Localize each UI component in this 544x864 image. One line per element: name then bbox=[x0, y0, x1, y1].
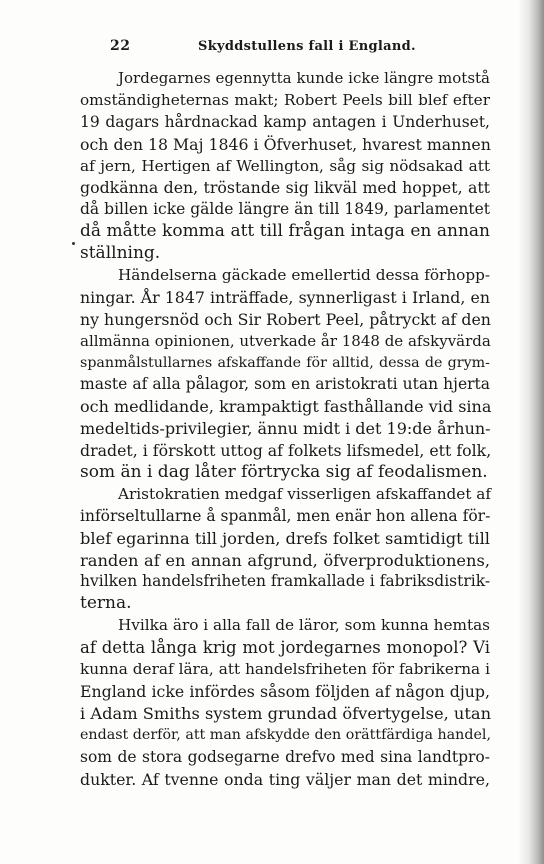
text-line: blef egarinna till jorden, drefs folket samtidigt till bbox=[80, 528, 490, 548]
paragraph bbox=[80, 68, 490, 265]
text-line: 19 dagars hårdnackad kamp antagen i Underhuset, bbox=[80, 112, 490, 131]
page-header bbox=[0, 38, 544, 58]
page-gutter-shadow bbox=[518, 0, 544, 864]
margin-ink-dot bbox=[72, 242, 75, 245]
text-line: dradet, i förskott uttog af folkets lifsmedel, ett folk, bbox=[80, 441, 492, 461]
text-line: i Adam Smiths system grundad öfvertygelse, utan bbox=[80, 703, 492, 723]
running-title: Skyddstullens fall i England. bbox=[198, 39, 416, 54]
text-line: och den 18 Maj 1846 i Öfverhuset, hvarest mannen bbox=[80, 134, 491, 154]
text-line: som än i dag låter förtrycka sig af feodalismen. bbox=[80, 462, 488, 483]
paragraph bbox=[80, 484, 490, 615]
text-line: och medlidande, krampaktigt fasthållande vid sina bbox=[80, 397, 492, 417]
text-line: ställning. bbox=[80, 243, 161, 264]
text-line: spanmålstullarnes afskaffande för alltid, dessa de grym- bbox=[80, 354, 490, 371]
text-line: maste af alla pålagor, som en aristokrati utan hjerta bbox=[80, 375, 490, 394]
text-line: hvilken handelsfriheten framkallade i fabriksdistrik- bbox=[80, 572, 491, 591]
text-line: kunna deraf lära, att handelsfriheten för fabrikerna i bbox=[80, 660, 490, 679]
text-line: ningar. År 1847 inträffade, synnerligast i Irland, en bbox=[80, 287, 490, 307]
text-line: randen af en annan afgrund, öfverproduktionens, bbox=[80, 550, 490, 570]
text-line: införseltullarne å spanmål, men enär hon allena för- bbox=[80, 506, 491, 525]
text-line: Hvilka äro i alla fall de läror, som kunna hemtas bbox=[118, 616, 490, 635]
text-line: af detta långa krig mot jordegarnes monopol? Vi bbox=[80, 638, 490, 658]
text-line: ny hungersnöd och Sir Robert Peel, påtryckt af den bbox=[80, 309, 491, 329]
text-line: terna. bbox=[80, 593, 132, 614]
text-line: Aristokratien medgaf visserligen afskaffandet af bbox=[118, 484, 492, 503]
text-line: af jern, Hertigen af Wellington, såg sig nödsakad att bbox=[80, 156, 490, 175]
text-line: allmänna opinionen, utverkade år 1848 de afskyvärda bbox=[80, 331, 491, 350]
text-line: som de stora godsegarne drefvo med sina landtpro- bbox=[80, 747, 490, 766]
text-line: England icke infördes såsom följden af någon djup, bbox=[80, 681, 490, 701]
text-line: medeltids-privilegier, ännu midt i det 19:de århun- bbox=[80, 419, 491, 439]
text-line: omständigheternas makt; Robert Peels bill blef efter bbox=[80, 90, 490, 109]
body-text bbox=[80, 68, 490, 790]
text-line: endast derför, att man afskydde den orättfärdiga handel, bbox=[80, 726, 491, 743]
paragraph bbox=[80, 265, 490, 484]
text-line: Händelserna gäckade emellertid dessa förhopp- bbox=[118, 266, 490, 285]
text-line: då billen icke gälde längre än till 1849, parlamentet bbox=[80, 200, 490, 219]
text-line: godkänna den, tröstande sig likväl med hoppet, att bbox=[80, 178, 490, 198]
paragraph bbox=[80, 615, 490, 790]
page-number: 22 bbox=[110, 38, 131, 54]
text-line: då måtte komma att till frågan intaga en annan bbox=[80, 221, 490, 242]
text-line: Jordegarnes egennytta kunde icke längre motstå bbox=[118, 69, 490, 87]
text-line: dukter. Af tvenne onda ting väljer man det mindre, bbox=[80, 769, 490, 789]
